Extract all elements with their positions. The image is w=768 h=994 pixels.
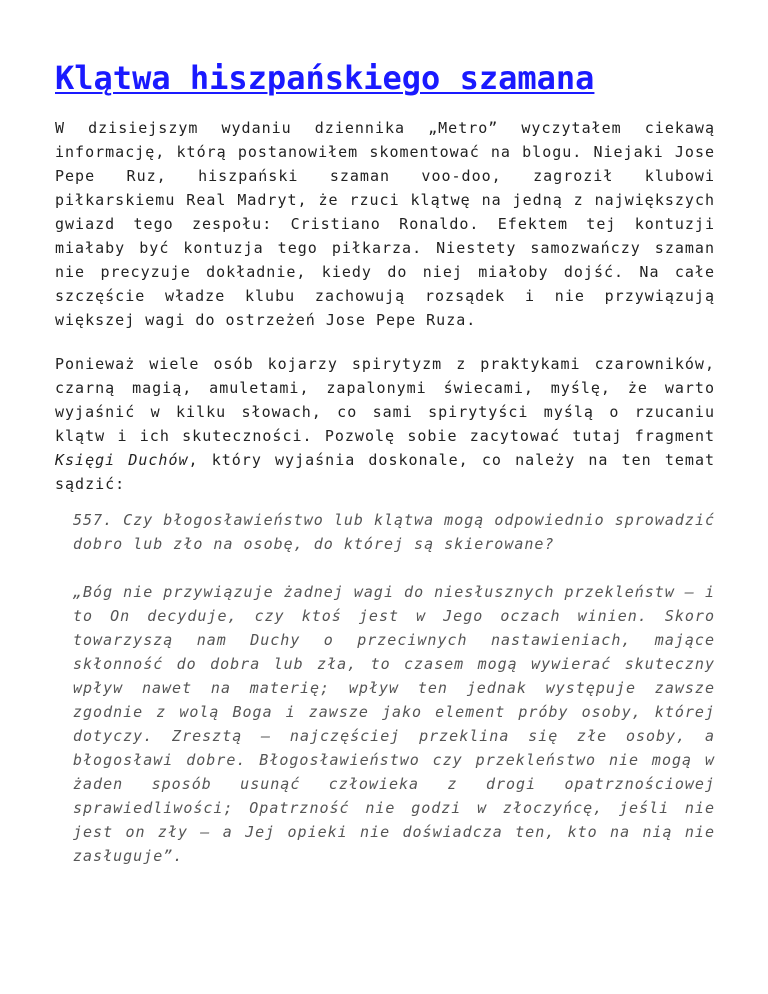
- paragraph-explanation-text-before: Ponieważ wiele osób kojarzy spirytyzm z praktykami czarowników, czarną magią, amuletami, zapalonymi świecami, myślę, że warto wyjaśnić w kilku słowach, co sami spirytyści myślą o rzucaniu klątw i ich skuteczności. Pozwolę sobie zacytować tutaj fragment: [55, 355, 715, 445]
- book-title: Księgi Duchów: [55, 451, 189, 469]
- quote-question: 557. Czy błogosławieństwo lub klątwa mogą odpowiednio sprowadzić dobro lub zło na osobę, do której są skierowane?: [73, 511, 715, 553]
- paragraph-explanation-text-after: , który wyjaśnia doskonale, co należy na ten temat sądzić:: [55, 451, 715, 493]
- paragraph-intro: W dzisiejszym wydaniu dziennika „Metro” wyczytałem ciekawą informację, którą postanowiłem skomentować na blogu. Niejaki Jose Pepe Ruz, hiszpański szaman voo-doo, zagroził klubowi piłkarskiemu Real Madryt, że rzuci klątwę na jedną z największych gwiazd tego zespołu: Cristiano Ronaldo. Efektem tej kontuzji miałaby być kontuzja tego piłkarza. Niestety samozwańczy szaman nie precyzuje dokładnie, kiedy do niej miałoby dojść. Na całe szczęście władze klubu zachowują rozsądek i nie przywiązują większej wagi do ostrzeżeń Jose Pepe Ruza.: [55, 119, 715, 329]
- paragraph-explanation: [55, 352, 715, 496]
- article-title-link[interactable]: Klątwa hiszpańskiego szamana: [55, 59, 595, 97]
- blockquote: [73, 508, 715, 868]
- article: [55, 0, 715, 868]
- quote-answer: „Bóg nie przywiązuje żadnej wagi do niesłusznych przekleństw – i to On decyduje, czy ktoś jest w Jego oczach winien. Skoro towarzyszą nam Duchy o przeciwnych nastawieniach, mające skłonność do dobra lub zła, to czasem mogą wywierać skuteczny wpływ nawet na materię; wpływ ten jednak występuje zawsze zgodnie z wolą Boga i zawsze jako element próby osoby, której dotyczy. Zresztą – najczęściej przeklina się złe osoby, a błogosławi dobre. Błogosławieństwo czy przekleństwo nie mogą w żaden sposób usunąć człowieka z drogi opatrznościowej sprawiedliwości; Opatrzność nie godzi w złoczyńcę, jeśli nie jest on zły – a Jej opieki nie doświadcza ten, kto na nią nie zasługuje”.: [73, 583, 715, 865]
